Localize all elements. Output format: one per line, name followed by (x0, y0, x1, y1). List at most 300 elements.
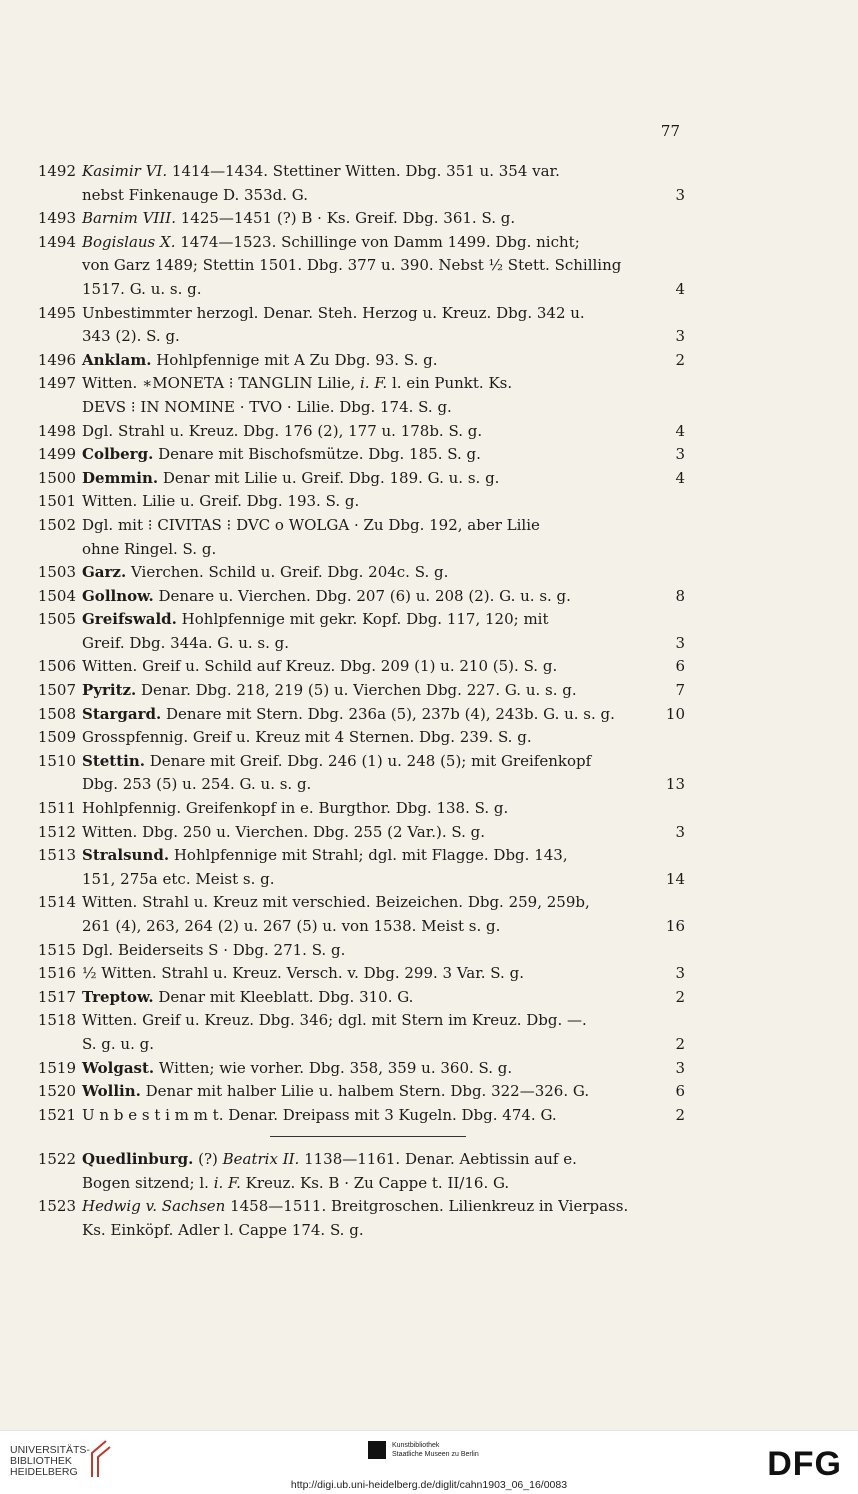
text-segment: S. g. u. g. (82, 1034, 154, 1053)
entry-line (82, 703, 685, 727)
place-name: Stargard. (82, 704, 162, 723)
entry-text (82, 372, 512, 396)
place-name: Quedlinburg. (82, 1150, 194, 1168)
entry-value (677, 939, 685, 963)
entry-number: 1499 (37, 445, 76, 464)
entry-body (76, 349, 685, 373)
entry-text (82, 514, 540, 538)
text-segment: (?) (193, 1150, 223, 1168)
entry-line (82, 655, 685, 679)
entry-line (82, 962, 685, 986)
entry-text (82, 278, 202, 302)
entry-body (76, 372, 685, 419)
entry-text (82, 868, 274, 892)
entry-text (82, 986, 413, 1010)
catalog-entry (20, 443, 685, 467)
entry-line (82, 891, 685, 915)
entry-text (82, 443, 481, 467)
catalog-entries-2 (20, 1148, 685, 1242)
entry-text (82, 939, 345, 963)
entry-body (76, 726, 685, 750)
entry-line (82, 1172, 685, 1196)
place-name: Garz. (82, 563, 127, 582)
entry-line (82, 679, 685, 703)
entry-text (82, 160, 560, 184)
dfg-logo[interactable]: DFG (767, 1445, 842, 1483)
entry-text (82, 726, 532, 750)
catalog-entry (20, 726, 685, 750)
entry-text (82, 184, 308, 208)
entry-body (76, 750, 685, 797)
entry-body (76, 821, 685, 845)
entry-body (76, 1057, 685, 1081)
ub-logo-line3: HEIDELBERG (10, 1466, 78, 1478)
entry-value: 3 (675, 445, 685, 464)
entry-number: 1500 (37, 468, 76, 487)
entry-value: 3 (675, 327, 685, 346)
page-number: 77 (660, 122, 680, 140)
text-segment: l. ein Punkt. Ks. (387, 374, 513, 393)
entry-value: 10 (665, 704, 685, 723)
entry-text (82, 962, 524, 986)
entry-line (82, 278, 685, 302)
entry-text (82, 679, 577, 703)
entry-line (82, 302, 685, 326)
text-segment: Unbestimmter herzogl. Denar. Steh. Herzog u. Kreuz. Dbg. 342 u. (82, 303, 585, 322)
catalog-entry (20, 939, 685, 963)
entry-value (677, 891, 685, 915)
text-segment: nebst Finkenauge D. 353d. G. (82, 185, 308, 204)
text-segment: Denar mit halber Lilie u. halbem Stern. Dbg. 322—326. G. (140, 1082, 590, 1101)
entry-body (76, 467, 685, 491)
place-name: Gollnow. (82, 586, 154, 605)
entry-line (82, 372, 685, 396)
entry-value (677, 844, 685, 868)
entry-value (677, 372, 685, 396)
ruler-name: Beatrix II. (222, 1150, 300, 1168)
entry-value: 2 (675, 1105, 685, 1124)
entry-number: 1493 (37, 209, 76, 228)
entry-number: 1515 (37, 940, 76, 959)
entry-body (76, 703, 685, 727)
entry-number: 1511 (37, 799, 76, 818)
entry-body (76, 655, 685, 679)
entry-value (677, 396, 685, 420)
entry-text (82, 302, 585, 326)
text-segment: 1517. G. u. s. g. (82, 279, 202, 298)
text-segment: Dbg. 253 (5) u. 254. G. u. s. g. (82, 775, 312, 794)
entry-line (82, 986, 685, 1010)
entry-text (82, 1195, 628, 1219)
entry-text (82, 821, 485, 845)
catalog-entry (20, 585, 685, 609)
entry-text (82, 467, 499, 491)
entry-line (82, 1148, 685, 1172)
entry-value (677, 561, 685, 585)
catalog-entry (20, 797, 685, 821)
catalog-entry (20, 207, 685, 231)
text-segment: Witten; wie vorher. Dbg. 358, 359 u. 360. S. g. (154, 1058, 513, 1077)
entry-number: 1494 (37, 232, 76, 251)
catalog-entry (20, 490, 685, 514)
entry-number: 1503 (37, 563, 76, 582)
text-segment: Witten. ∗MONETA ⁝ TANGLIN Lilie, (82, 374, 360, 393)
entry-text (82, 207, 515, 231)
entry-value (677, 1219, 685, 1243)
catalog-entry (20, 1080, 685, 1104)
text-segment: U n b e s t i m m t. Denar. Dreipass mit 3 Kugeln. Dbg. 474. G. (82, 1105, 557, 1124)
entry-line (82, 1080, 685, 1104)
text-segment: Witten. Lilie u. Greif. Dbg. 193. S. g. (82, 492, 360, 511)
text-segment: 1474—1523. Schillinge von Damm 1499. Dbg. nicht; (175, 232, 580, 251)
catalog-entry (20, 608, 685, 655)
entry-value: 3 (675, 964, 685, 983)
catalog-entry (20, 467, 685, 491)
ruler-name: Hedwig v. Sachsen (82, 1197, 226, 1216)
entry-value (677, 1009, 685, 1033)
entry-line (82, 467, 685, 491)
entry-line (82, 396, 685, 420)
entry-line (82, 420, 685, 444)
catalog-entry (20, 655, 685, 679)
entry-text (82, 538, 216, 562)
kb-logo-line1: Kunstbibliothek (391, 1442, 440, 1449)
entry-value (677, 726, 685, 750)
entry-text (82, 891, 590, 915)
text-segment: Vierchen. Schild u. Greif. Dbg. 204c. S. g. (126, 563, 449, 582)
entry-text (82, 1219, 364, 1243)
entry-line (82, 538, 685, 562)
catalog-entry (20, 1057, 685, 1081)
text-segment: Denar mit Kleeblatt. Dbg. 310. G. (153, 987, 414, 1006)
entry-body (76, 962, 685, 986)
entry-value: 4 (675, 468, 685, 487)
text-segment: 1458—1511. Breitgroschen. Lilienkreuz in Vierpass. (225, 1197, 629, 1216)
text-segment: 151, 275a etc. Meist s. g. (82, 869, 275, 888)
entry-text (82, 1148, 577, 1172)
catalog-entry (20, 302, 685, 349)
entry-number: 1504 (37, 586, 76, 605)
entry-body (76, 1009, 685, 1056)
entry-line (82, 844, 685, 868)
entry-value (677, 797, 685, 821)
entry-text (82, 561, 448, 585)
text-segment: Hohlpfennig. Greifenkopf in e. Burgthor. Dbg. 138. S. g. (82, 799, 509, 818)
entry-body (76, 514, 685, 561)
entry-number: 1495 (37, 303, 76, 322)
entry-number: 1517 (37, 987, 76, 1006)
entry-body (76, 160, 685, 207)
entry-line (82, 868, 685, 892)
catalog-entry (20, 514, 685, 561)
entry-number: 1510 (37, 751, 76, 770)
entry-value (677, 608, 685, 632)
entry-value: 14 (665, 869, 685, 888)
entry-text (82, 1057, 512, 1081)
entry-line (82, 1009, 685, 1033)
text-segment: Greif. Dbg. 344a. G. u. s. g. (82, 633, 290, 652)
catalog-entry (20, 891, 685, 938)
entry-text (82, 1172, 509, 1196)
entry-number: 1521 (37, 1105, 76, 1124)
ruler-name: i. F. (213, 1173, 241, 1192)
place-name: Pyritz. (82, 681, 137, 700)
entry-body (76, 1080, 685, 1104)
catalog-entry (20, 420, 685, 444)
entry-text (82, 396, 452, 420)
catalog-entry (20, 160, 685, 207)
entry-text (82, 585, 571, 609)
text-segment: Grosspfennig. Greif u. Kreuz mit 4 Sternen. Dbg. 239. S. g. (82, 728, 532, 747)
entry-line (82, 773, 685, 797)
entry-line (82, 514, 685, 538)
entry-body (76, 490, 685, 514)
entry-number: 1516 (37, 964, 76, 983)
text-segment: 343 (2). S. g. (82, 327, 180, 346)
entry-text (82, 1009, 587, 1033)
entry-value: 3 (675, 822, 685, 841)
entry-body (76, 207, 685, 231)
entry-body (76, 608, 685, 655)
entry-number: 1522 (37, 1150, 76, 1168)
entry-value (677, 207, 685, 231)
permalink-url[interactable]: http://digi.ub.uni-heidelberg.de/diglit/cahn1903_06_16/0083 (290, 1479, 568, 1491)
text-segment: Witten. Strahl u. Kreuz mit verschied. Beizeichen. Dbg. 259, 259b, (82, 893, 590, 912)
entry-text (82, 349, 438, 373)
catalog-entry (20, 372, 685, 419)
text-segment: Witten. Dbg. 250 u. Vierchen. Dbg. 255 (2 Var.). S. g. (82, 822, 486, 841)
text-segment: 1138—1161. Denar. Aebtissin auf e. (299, 1150, 577, 1168)
entry-line (82, 443, 685, 467)
entry-value: 6 (675, 1082, 685, 1101)
text-segment: Dgl. Beiderseits S · Dbg. 271. S. g. (82, 940, 346, 959)
entry-line (82, 1057, 685, 1081)
kunstbibliothek-logo[interactable] (368, 1441, 479, 1459)
catalog-entry (20, 679, 685, 703)
text-segment: Ks. Einköpf. Adler l. Cappe 174. S. g. (82, 1220, 364, 1239)
entry-number: 1519 (37, 1058, 76, 1077)
entry-text (82, 797, 508, 821)
section-divider (270, 1136, 466, 1137)
entry-body (76, 302, 685, 349)
entry-line (82, 254, 685, 278)
entry-line (82, 1195, 685, 1219)
entry-value (677, 1195, 685, 1219)
entry-value (677, 254, 685, 278)
entry-number: 1501 (37, 492, 76, 511)
place-name: Greifswald. (82, 610, 177, 629)
catalog-entries (20, 160, 685, 1127)
text-segment: ohne Ringel. S. g. (82, 539, 217, 558)
catalog-entry (20, 703, 685, 727)
entry-value (677, 160, 685, 184)
place-name: Demmin. (82, 468, 159, 487)
entry-value: 8 (675, 586, 685, 605)
text-segment: Denar mit Lilie u. Greif. Dbg. 189. G. u. s. g. (158, 468, 500, 487)
entry-value: 3 (675, 633, 685, 652)
entry-number: 1506 (37, 657, 76, 676)
entry-value: 2 (675, 987, 685, 1006)
entry-number: 1502 (37, 515, 76, 534)
entry-body (76, 891, 685, 938)
ruler-name: Barnim VIII. (82, 209, 176, 228)
entry-line (82, 915, 685, 939)
entry-text (82, 231, 580, 255)
entry-line (82, 1104, 685, 1128)
entry-line (82, 608, 685, 632)
entry-body (76, 561, 685, 585)
ruler-name: Kasimir VI. (82, 162, 168, 180)
entry-text (82, 750, 591, 774)
entry-value: 3 (675, 1058, 685, 1077)
entry-text (82, 655, 557, 679)
entry-value: 3 (675, 185, 685, 204)
entry-line (82, 821, 685, 845)
catalog-entry (20, 844, 685, 891)
entry-number: 1498 (37, 421, 76, 440)
text-segment: Witten. Greif u. Schild auf Kreuz. Dbg. 209 (1) u. 210 (5). S. g. (82, 657, 558, 676)
catalog-entry (20, 1148, 685, 1195)
place-name: Anklam. (82, 350, 152, 369)
catalog-entry (20, 1195, 685, 1242)
ruler-name: i. F. (360, 374, 388, 393)
entry-text (82, 632, 289, 656)
entry-number: 1505 (37, 610, 76, 629)
entry-line (82, 231, 685, 255)
place-name: Stettin. (82, 751, 145, 770)
entry-line (82, 939, 685, 963)
text-segment: 261 (4), 263, 264 (2) u. 267 (5) u. von 1538. Meist s. g. (82, 917, 501, 935)
entry-value: 16 (665, 917, 685, 935)
entry-line (82, 750, 685, 774)
text-segment: Dgl. mit ⁝ CIVITAS ⁝ DVC o WOLGA · Zu Dbg. 192, aber Lilie (82, 515, 540, 534)
text-segment: Hohlpfennige mit Strahl; dgl. mit Flagge. Dbg. 143, (169, 846, 568, 865)
entry-number: 1507 (37, 681, 76, 700)
entry-value: 6 (675, 657, 685, 676)
text-segment: Denare mit Bischofsmütze. Dbg. 185. S. g. (153, 445, 481, 464)
text-segment: Denare u. Vierchen. Dbg. 207 (6) u. 208 (2). G. u. s. g. (153, 586, 571, 605)
entry-text (82, 1080, 589, 1104)
entry-value (677, 538, 685, 562)
entry-number: 1509 (37, 728, 76, 747)
place-name: Colberg. (82, 445, 154, 464)
place-name: Wollin. (82, 1082, 141, 1101)
entry-body (76, 986, 685, 1010)
entry-text (82, 325, 180, 349)
entry-value: 2 (675, 1034, 685, 1053)
entry-body (76, 585, 685, 609)
entry-text (82, 1104, 557, 1128)
entry-text (82, 254, 621, 278)
entry-value: 4 (675, 421, 685, 440)
text-segment: Hohlpfennige mit gekr. Kopf. Dbg. 117, 120; mit (176, 610, 549, 629)
entry-line (82, 585, 685, 609)
text-segment: Hohlpfennige mit A Zu Dbg. 93. S. g. (151, 350, 438, 369)
catalog-entry (20, 986, 685, 1010)
text-segment: Denare mit Stern. Dbg. 236a (5), 237b (4), 243b. G. u. s. g. (161, 704, 615, 723)
entry-line (82, 184, 685, 208)
footer (0, 1430, 858, 1494)
entry-text (82, 703, 615, 727)
entry-text (82, 844, 568, 868)
entry-number: 1508 (37, 704, 76, 723)
entry-value (677, 750, 685, 774)
entry-body (76, 231, 685, 302)
text-segment: Dgl. Strahl u. Kreuz. Dbg. 176 (2), 177 u. 178b. S. g. (82, 421, 483, 440)
text-segment: Denar. Dbg. 218, 219 (5) u. Vierchen Dbg. 227. G. u. s. g. (136, 681, 577, 700)
entry-number: 1523 (37, 1197, 76, 1216)
entry-body (76, 1148, 685, 1195)
ub-logo-line2: BIBLIOTHEK (10, 1455, 72, 1467)
entry-line (82, 1033, 685, 1057)
text-segment: Denare mit Greif. Dbg. 246 (1) u. 248 (5); mit Greifenkopf (145, 751, 592, 770)
ub-logo-line1: UNIVERSITÄTS- (10, 1444, 90, 1456)
catalog-entry (20, 821, 685, 845)
catalog-entry (20, 1104, 685, 1128)
entry-text (82, 608, 549, 632)
catalog-entry (20, 231, 685, 302)
place-name: Stralsund. (82, 846, 170, 865)
entry-number: 1496 (37, 350, 76, 369)
catalog-entry (20, 750, 685, 797)
ub-logo-mark-icon (86, 1439, 112, 1479)
text-segment: ½ Witten. Strahl u. Kreuz. Versch. v. Dbg. 299. 3 Var. S. g. (82, 964, 524, 983)
entry-value: 7 (675, 681, 685, 700)
entry-body (76, 679, 685, 703)
entry-line (82, 207, 685, 231)
place-name: Treptow. (82, 987, 154, 1006)
entry-body (76, 1195, 685, 1242)
kb-logo-line2: Staatliche Museen zu Berlin (391, 1451, 479, 1458)
entry-line (82, 797, 685, 821)
kunstbibliothek-mark-icon (368, 1441, 386, 1459)
text-segment: 1414—1434. Stettiner Witten. Dbg. 351 u. 354 var. (167, 162, 560, 180)
entry-value: 4 (675, 279, 685, 298)
entry-body (76, 443, 685, 467)
text-segment: Bogen sitzend; l. (82, 1173, 214, 1192)
entry-line (82, 1219, 685, 1243)
entry-line (82, 349, 685, 373)
entry-number: 1497 (37, 374, 76, 393)
entry-line (82, 325, 685, 349)
catalog-entry (20, 349, 685, 373)
entry-body (76, 844, 685, 891)
text-segment: DEVS ⁝ IN NOMINE · TVO · Lilie. Dbg. 174. S. g. (82, 397, 452, 416)
text-segment: Witten. Greif u. Kreuz. Dbg. 346; dgl. mit Stern im Kreuz. Dbg. —. (82, 1011, 587, 1030)
entry-value: 2 (675, 350, 685, 369)
entry-number: 1520 (37, 1082, 76, 1101)
text-segment: 1425—1451 (?) B · Ks. Greif. Dbg. 361. S. g. (175, 209, 516, 228)
entry-value (677, 514, 685, 538)
text-segment: von Garz 1489; Stettin 1501. Dbg. 377 u. 390. Nebst ½ Stett. Schilling (82, 256, 622, 275)
catalog-entry (20, 962, 685, 986)
entry-line (82, 726, 685, 750)
entry-line (82, 490, 685, 514)
entry-value (677, 1172, 685, 1196)
entry-body (76, 420, 685, 444)
ruler-name: Bogislaus X. (82, 232, 176, 251)
entry-body (76, 939, 685, 963)
entry-text (82, 773, 311, 797)
entry-number: 1514 (37, 893, 76, 912)
entry-number: 1518 (37, 1011, 76, 1030)
entry-number: 1492 (37, 162, 76, 180)
entry-text (82, 1033, 154, 1057)
catalog-entry (20, 561, 685, 585)
entry-body (76, 1104, 685, 1128)
entry-value: 13 (665, 775, 685, 794)
entry-body (76, 797, 685, 821)
